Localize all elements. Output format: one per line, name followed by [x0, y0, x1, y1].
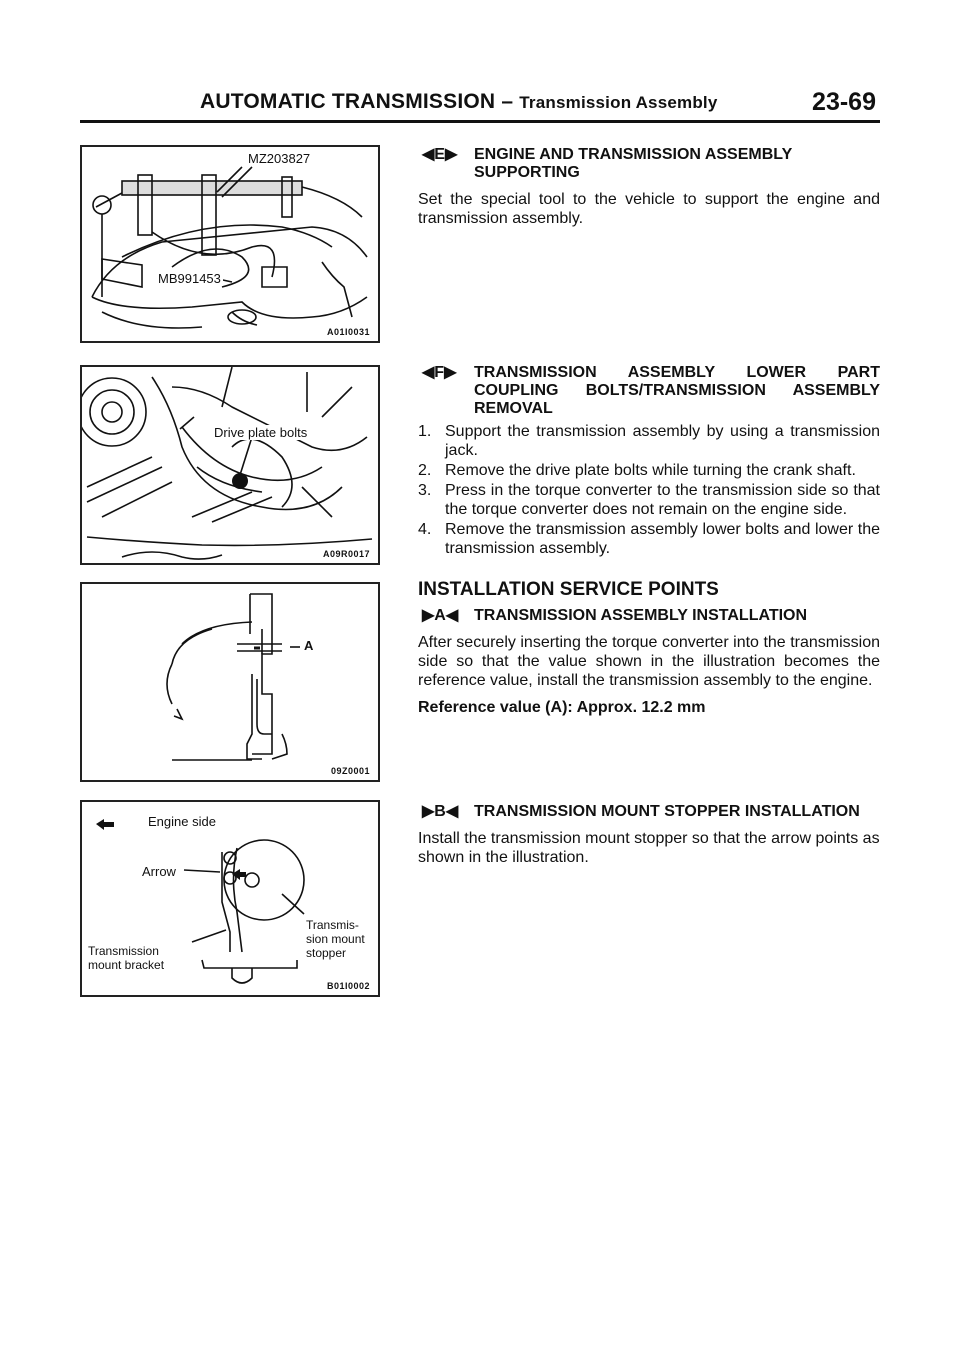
- drive-plate-illustration: [82, 367, 380, 565]
- drive-plate-bolts-label: Drive plate bolts: [214, 425, 308, 440]
- section-f: [418, 364, 880, 559]
- reference-value: Reference value (A): Approx. 12.2 mm: [418, 699, 706, 716]
- section-f-tag: ◀F▶: [422, 364, 457, 381]
- section-f-title: TRANSMISSION ASSEMBLY LOWER PART COUPLING BOLTS/TRANSMISSION ASSEMBLY REMOVAL: [474, 364, 880, 417]
- figure-engine-support: [80, 145, 380, 343]
- step-number: 3.: [418, 482, 432, 499]
- stopper-label: [306, 918, 365, 960]
- list-item: [418, 422, 880, 460]
- section-a-heading: [418, 607, 880, 625]
- section-e-body: Set the special tool to the vehicle to support the engine and transmission assembly.: [418, 191, 880, 227]
- step-text: Remove the transmission assembly lower bolts and lower the transmission assembly.: [445, 521, 880, 557]
- figure-code: 09Z0001: [330, 766, 370, 776]
- stopper-label-line-3: stopper: [306, 946, 347, 960]
- section-b-heading: [418, 803, 880, 821]
- bracket-label-line-1: Transmission: [88, 944, 159, 958]
- title-separator: –: [501, 90, 514, 113]
- page-header: [80, 88, 880, 122]
- stopper-label-line-1: Transmis-: [306, 918, 359, 932]
- step-text: Remove the drive plate bolts while turning the crank shaft.: [445, 462, 856, 479]
- page-number: 23-69: [812, 88, 876, 116]
- step-number: 1.: [418, 423, 432, 440]
- figure-mount-stopper: [80, 800, 380, 997]
- step-number: 2.: [418, 462, 432, 479]
- list-item: [418, 481, 880, 519]
- stopper-label-line-2: sion mount: [306, 932, 365, 946]
- installation-title: INSTALLATION SERVICE POINTS: [418, 579, 719, 600]
- tool-label-mz203827: MZ203827: [248, 151, 311, 166]
- section-e-heading: [418, 146, 880, 182]
- section-e-title: ENGINE AND TRANSMISSION ASSEMBLY SUPPORTING: [474, 146, 792, 181]
- step-text: Support the transmission assembly by using a transmission jack.: [445, 423, 880, 459]
- section-b-tag: ▶B◀: [422, 803, 459, 820]
- list-item: [418, 461, 880, 480]
- figure-code: A01I0031: [326, 327, 370, 337]
- figure-code: A09R0017: [322, 549, 370, 559]
- engine-side-legend: Engine side: [148, 814, 216, 829]
- section-a-title: TRANSMISSION ASSEMBLY INSTALLATION: [474, 607, 808, 624]
- section-b-title: TRANSMISSION MOUNT STOPPER INSTALLATION: [474, 803, 860, 820]
- section-e: [418, 146, 880, 228]
- step-text: Press in the torque converter to the transmission side so that the torque converter does not remain on the engine side.: [445, 482, 880, 518]
- section-e-tag: ◀E▶: [422, 146, 458, 163]
- figure-code: B01I0002: [326, 981, 370, 991]
- page-title: [200, 90, 718, 114]
- figure-drive-plate-bolts: [80, 365, 380, 565]
- engine-side-arrow-icon: [96, 819, 114, 830]
- section-b-body: Install the transmission mount stopper so that the arrow points as shown in the illustration.: [418, 830, 880, 866]
- section-b: [418, 803, 880, 867]
- installation-section: [418, 580, 880, 717]
- torque-converter-illustration: [82, 584, 380, 782]
- title-sub: Transmission Assembly: [519, 93, 718, 112]
- bracket-label-line-2: mount bracket: [88, 958, 165, 972]
- bracket-label: [88, 944, 164, 972]
- step-number: 4.: [418, 521, 432, 538]
- header-rule: [80, 120, 880, 123]
- section-a-body: After securely inserting the torque converter into the transmission side so that the value shown in the illustration becomes the reference value, install the transmission assembly to the engine.: [418, 634, 880, 689]
- dimension-label-a: A: [304, 638, 314, 653]
- list-item: [418, 520, 880, 558]
- arrow-label: Arrow: [142, 864, 176, 879]
- title-main: AUTOMATIC TRANSMISSION: [200, 90, 496, 113]
- figure-torque-converter-reference: [80, 582, 380, 782]
- section-f-heading: [418, 364, 880, 418]
- section-f-steps: [418, 422, 880, 558]
- section-a-tag: ▶A◀: [422, 607, 459, 624]
- engine-support-illustration: [82, 147, 380, 343]
- tool-label-mb991453: MB991453: [158, 271, 221, 286]
